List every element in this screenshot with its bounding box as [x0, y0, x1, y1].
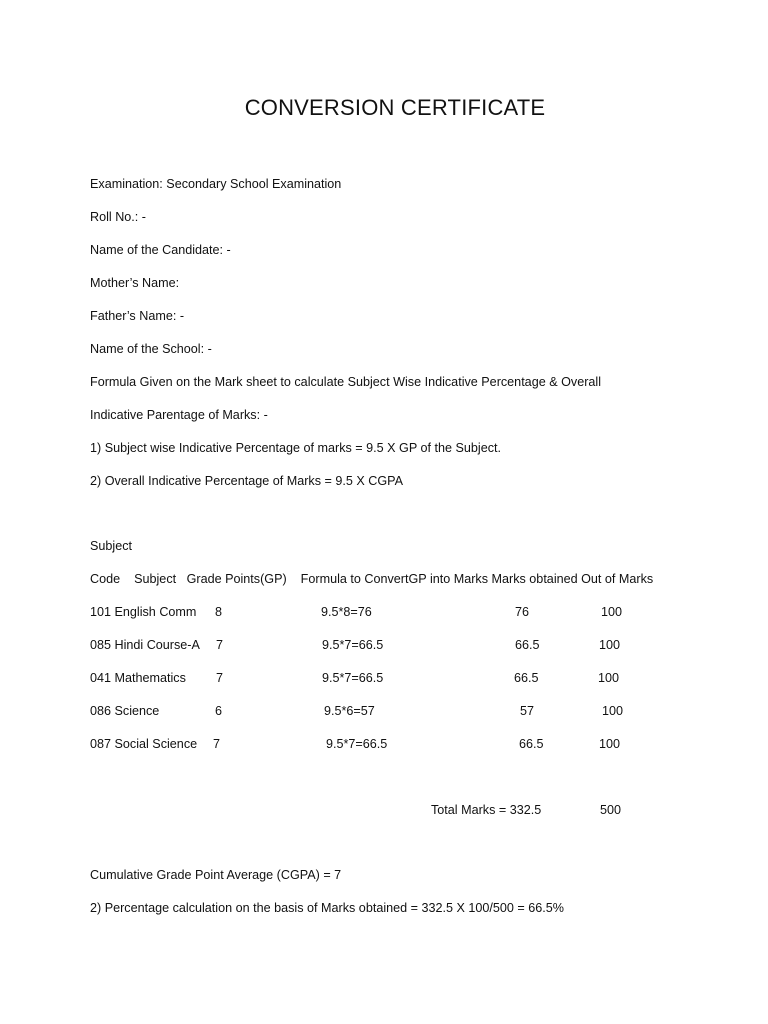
table-row-marks: 57: [520, 704, 535, 718]
table-row-subject: 041 Mathematics: [90, 671, 186, 685]
table-row-marks: 76: [515, 605, 530, 619]
table-row-subject: 087 Social Science: [90, 737, 198, 751]
table-row-subject: 086 Science: [90, 704, 160, 718]
table-row-formula: 9.5*8=76: [321, 605, 372, 619]
table-row-gp: 6: [215, 704, 223, 718]
percentage-line: 2) Percentage calculation on the basis of Marks obtained = 332.5 X 100/500 = 66.5%: [90, 901, 564, 915]
table-row-gp: 7: [216, 671, 224, 685]
examination-field: Examination: Secondary School Examination: [90, 177, 342, 191]
table-row-out-of: 100: [599, 737, 621, 751]
formula-intro-line-2: Indicative Parentage of Marks: -: [90, 408, 268, 422]
table-row-out-of: 100: [599, 638, 621, 652]
document-title: CONVERSION CERTIFICATE: [244, 95, 546, 120]
table-header: Code Subject Grade Points(GP) Formula to ConvertGP into Marks Marks obtained Out of Marks: [90, 572, 654, 586]
table-caption: Subject: [90, 539, 133, 553]
table-row-formula: 9.5*7=66.5: [322, 638, 384, 652]
table-row-formula: 9.5*6=57: [324, 704, 375, 718]
table-row-subject: 101 English Comm: [90, 605, 197, 619]
mother-name-field: Mother’s Name:: [90, 276, 180, 290]
table-row-out-of: 100: [598, 671, 620, 685]
table-row-gp: 7: [213, 737, 221, 751]
table-row-out-of: 100: [601, 605, 623, 619]
formula-intro-line-1: Formula Given on the Mark sheet to calculate Subject Wise Indicative Percentage & Overall: [90, 375, 601, 389]
table-row-subject: 085 Hindi Course-A: [90, 638, 200, 652]
table-row-gp: 8: [215, 605, 223, 619]
table-row-out-of: 100: [602, 704, 624, 718]
table-row-gp: 7: [216, 638, 224, 652]
roll-no-field: Roll No.: -: [90, 210, 146, 224]
total-marks-label: Total Marks = 332.5: [431, 803, 542, 817]
school-name-field: Name of the School: -: [90, 342, 212, 356]
table-row-marks: 66.5: [515, 638, 540, 652]
total-out-of: 500: [600, 803, 622, 817]
table-row-formula: 9.5*7=66.5: [326, 737, 388, 751]
table-row-marks: 66.5: [514, 671, 539, 685]
father-name-field: Father’s Name: -: [90, 309, 185, 323]
candidate-name-field: Name of the Candidate: -: [90, 243, 231, 257]
formula-1: 1) Subject wise Indicative Percentage of marks = 9.5 X GP of the Subject.: [90, 441, 502, 455]
cgpa-line: Cumulative Grade Point Average (CGPA) = 7: [90, 868, 342, 882]
table-row-formula: 9.5*7=66.5: [322, 671, 384, 685]
formula-2: 2) Overall Indicative Percentage of Marks = 9.5 X CGPA: [90, 474, 403, 488]
table-row-marks: 66.5: [519, 737, 544, 751]
